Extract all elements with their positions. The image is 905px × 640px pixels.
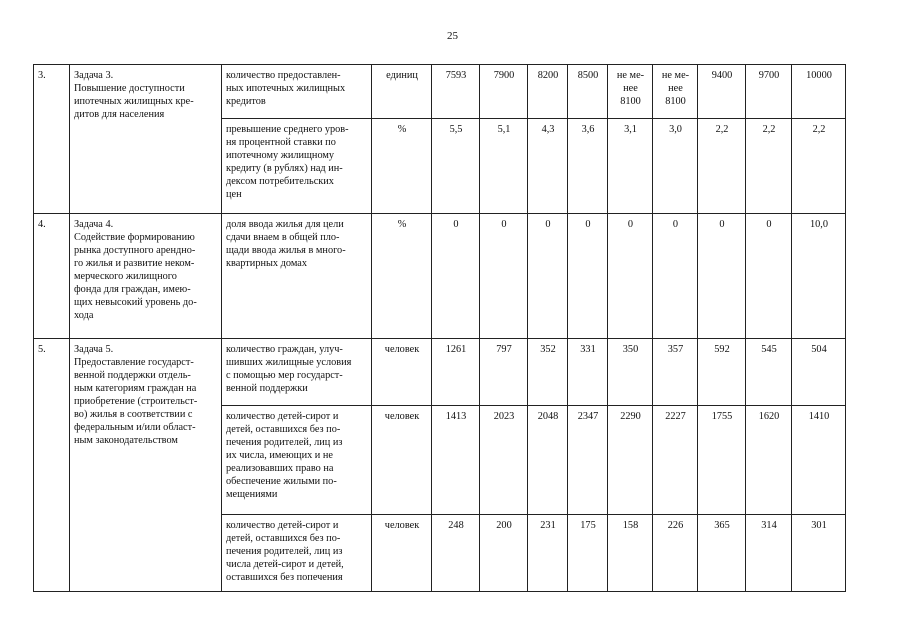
- value-cell: 0: [480, 214, 528, 339]
- value-cell: 9700: [746, 65, 792, 119]
- table-row: [34, 339, 846, 406]
- value-cell: 1620: [746, 406, 792, 515]
- unit-cell: единиц: [372, 65, 432, 119]
- value-cell: 2227: [653, 406, 698, 515]
- unit-cell: человек: [372, 406, 432, 515]
- task-cell: Задача 5. Предоставление государст- венной поддержки отдель- ным категориям граждан на приобретение (строительст- во) жилья в соответствии с федеральным и/или област- ным законодательством: [70, 339, 222, 592]
- value-cell: 0: [653, 214, 698, 339]
- value-cell: 331: [568, 339, 608, 406]
- unit-cell: человек: [372, 339, 432, 406]
- value-cell: 2048: [528, 406, 568, 515]
- value-cell: 8500: [568, 65, 608, 119]
- value-cell: 1755: [698, 406, 746, 515]
- value-cell: 0: [432, 214, 480, 339]
- table-row: [34, 214, 846, 339]
- value-cell: 5,5: [432, 119, 480, 214]
- row-number: 5.: [34, 339, 70, 592]
- table-row: [34, 65, 846, 119]
- value-cell: 1261: [432, 339, 480, 406]
- row-number: 3.: [34, 65, 70, 214]
- value-cell: 200: [480, 515, 528, 592]
- value-cell: 504: [792, 339, 846, 406]
- value-cell: 301: [792, 515, 846, 592]
- value-cell: 0: [608, 214, 653, 339]
- value-cell: не ме- нее 8100: [653, 65, 698, 119]
- value-cell: 1410: [792, 406, 846, 515]
- indicators-table: [33, 64, 846, 592]
- value-cell: 248: [432, 515, 480, 592]
- value-cell: 231: [528, 515, 568, 592]
- value-cell: 2290: [608, 406, 653, 515]
- unit-cell: %: [372, 119, 432, 214]
- indicator-name: количество детей-сирот и детей, оставшихся без по- печения родителей, лиц из числа детей-сирот и детей, оставшихся без попечения: [222, 515, 372, 592]
- value-cell: 2,2: [746, 119, 792, 214]
- value-cell: 365: [698, 515, 746, 592]
- value-cell: 545: [746, 339, 792, 406]
- unit-cell: человек: [372, 515, 432, 592]
- unit-cell: %: [372, 214, 432, 339]
- task-cell: Задача 3. Повышение доступности ипотечных жилищных кре- дитов для населения: [70, 65, 222, 214]
- value-cell: 7900: [480, 65, 528, 119]
- value-cell: 314: [746, 515, 792, 592]
- value-cell: не ме- нее 8100: [608, 65, 653, 119]
- value-cell: 8200: [528, 65, 568, 119]
- value-cell: 350: [608, 339, 653, 406]
- indicator-name: количество граждан, улуч- шивших жилищные условия с помощью мер государст- венной поддержки: [222, 339, 372, 406]
- indicator-name: количество предоставлен- ных ипотечных жилищных кредитов: [222, 65, 372, 119]
- value-cell: 5,1: [480, 119, 528, 214]
- row-number: 4.: [34, 214, 70, 339]
- value-cell: 0: [698, 214, 746, 339]
- value-cell: 357: [653, 339, 698, 406]
- value-cell: 3,0: [653, 119, 698, 214]
- task-cell: Задача 4. Содействие формированию рынка доступного арендно- го жилья и развитие неком- мерческого жилищного фонда для граждан, имею- щих невысокий уровень до- хода: [70, 214, 222, 339]
- page-number: 25: [447, 30, 458, 42]
- indicator-name: превышение среднего уров- ня процентной ставки по ипотечному жилищному кредиту (в рублях) над ин- дексом потребительских цен: [222, 119, 372, 214]
- value-cell: 7593: [432, 65, 480, 119]
- value-cell: 3,6: [568, 119, 608, 214]
- indicator-name: количество детей-сирот и детей, оставшихся без по- печения родителей, лиц из их числа, имеющих и не реализовавших право на обеспечение жилыми по- мещениями: [222, 406, 372, 515]
- value-cell: 10,0: [792, 214, 846, 339]
- value-cell: 0: [528, 214, 568, 339]
- value-cell: 158: [608, 515, 653, 592]
- value-cell: 797: [480, 339, 528, 406]
- value-cell: 2023: [480, 406, 528, 515]
- value-cell: 1413: [432, 406, 480, 515]
- value-cell: 175: [568, 515, 608, 592]
- value-cell: 592: [698, 339, 746, 406]
- value-cell: 3,1: [608, 119, 653, 214]
- indicator-name: доля ввода жилья для цели сдачи внаем в общей пло- щади ввода жилья в много- квартирных домах: [222, 214, 372, 339]
- value-cell: 10000: [792, 65, 846, 119]
- value-cell: 2,2: [698, 119, 746, 214]
- value-cell: 2347: [568, 406, 608, 515]
- value-cell: 0: [746, 214, 792, 339]
- value-cell: 352: [528, 339, 568, 406]
- value-cell: 9400: [698, 65, 746, 119]
- value-cell: 2,2: [792, 119, 846, 214]
- value-cell: 226: [653, 515, 698, 592]
- value-cell: 0: [568, 214, 608, 339]
- value-cell: 4,3: [528, 119, 568, 214]
